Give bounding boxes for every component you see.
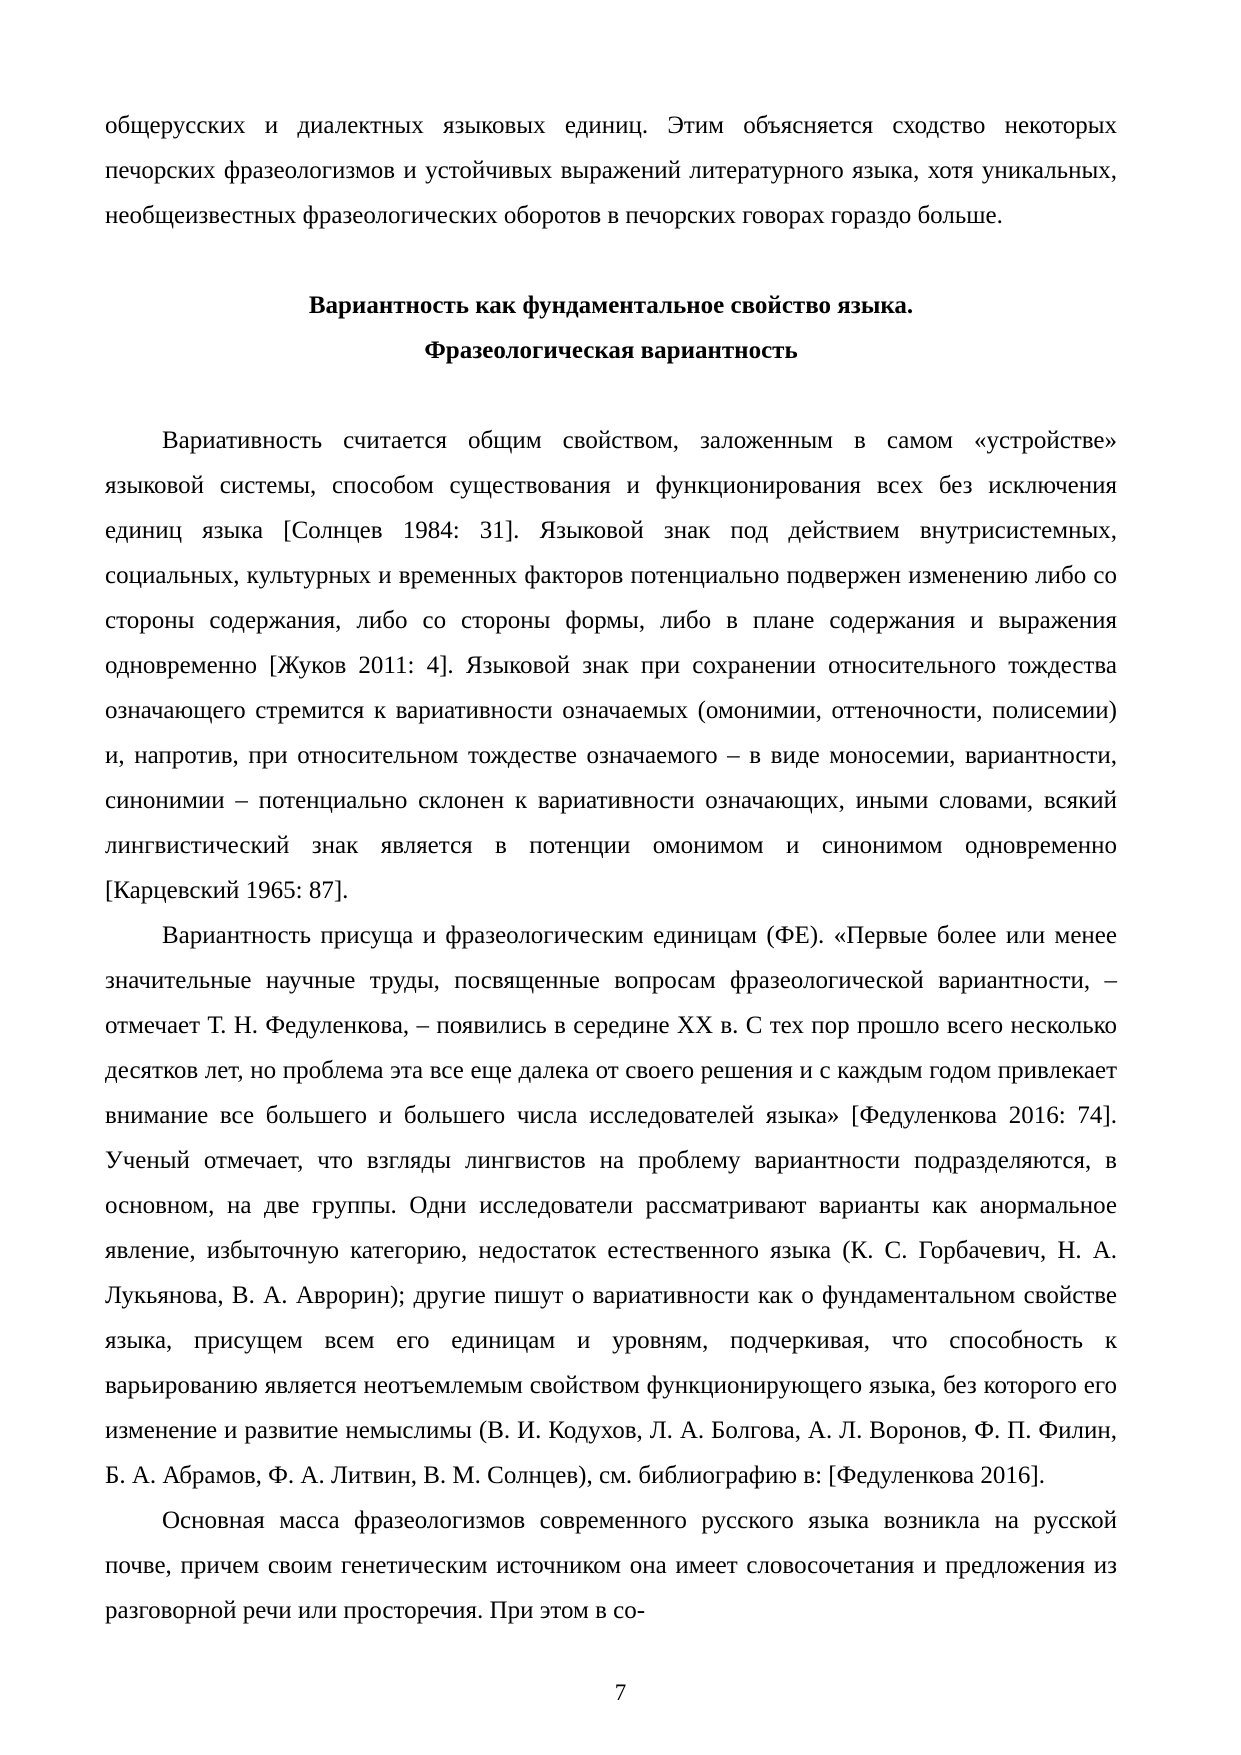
body-paragraph-3: Основная масса фразеологизмов современного русского языка возникла на русской почве, причем своим генетическим источником она имеет словосочетания и предложения из разговорной речи или просторечия. При этом в со-: [105, 1507, 1117, 1624]
section-heading-line-2: Фразеологическая вариантность: [424, 337, 798, 364]
paragraph-continuation: общерусских и диалектных языковых единиц. Этим объясняется сходство некоторых печорских фразеологизмов и устойчивых выражений литературного языка, хотя уникальных, необщеизвестных фразеологических оборотов в печорских говорах гораздо больше.: [105, 112, 1117, 229]
section-heading: [105, 283, 1117, 373]
body-paragraph-1: Вариативность считается общим свойством, заложенным в самом «устройстве» языковой системы, способом существования и функционирования всех без исключения единиц языка [Солнцев 1984: 31]. Языковой знак под действием внутрисистемных, социальных, культурных и временных факторов потенциально подвержен изменению либо со стороны содержания, либо со стороны формы, либо в плане содержания и выражения одновременно [Жуков 2011: 4]. Языковой знак при сохранении относительного тождества означающего стремится к вариативности означаемых (омонимии, оттеночности, полисемии) и, напротив, при относительном тождестве означаемого – в виде моносемии, вариантности, синонимии – потенциально склонен к вариативности означающих, иными словами, всякий лингвистический знак является в потенции омонимом и синонимом одновременно [Карцевский 1965: 87].: [105, 427, 1117, 904]
body-paragraph-2: Вариантность присуща и фразеологическим единицам (ФЕ). «Первые более или менее значительные научные труды, посвященные вопросам фразеологической вариантности, – отмечает Т. Н. Федуленкова, – появились в середине XX в. С тех пор прошло всего несколько десятков лет, но проблема эта все еще далека от своего решения и с каждым годом привлекает внимание все большего и большего числа исследователей языка» [Федуленкова 2016: 74]. Ученый отмечает, что взгляды лингвистов на проблему вариантности подразделяются, в основном, на две группы. Одни исследователи рассматривают варианты как анормальное явление, избыточную категорию, недостаток естественного языка (К. С. Горбачевич, Н. А. Лукьянова, В. А. Аврорин); другие пишут о вариативности как о фундаментальном свойстве языка, присущем всем его единицам и уровням, подчеркивая, что способность к варьированию является неотъемлемым свойством функционирующего языка, без которого его изменение и развитие немыслимы (В. И. Кодухов, Л. А. Болгова, А. Л. Воронов, Ф. П. Филин, Б. А. Абрамов, Ф. А. Литвин, В. М. Солнцев), см. библиографию в: [Федуленкова 2016].: [105, 922, 1117, 1489]
page-number: 7: [614, 1680, 627, 1705]
section-heading-line-1: Вариантность как фундаментальное свойство языка.: [308, 292, 914, 319]
